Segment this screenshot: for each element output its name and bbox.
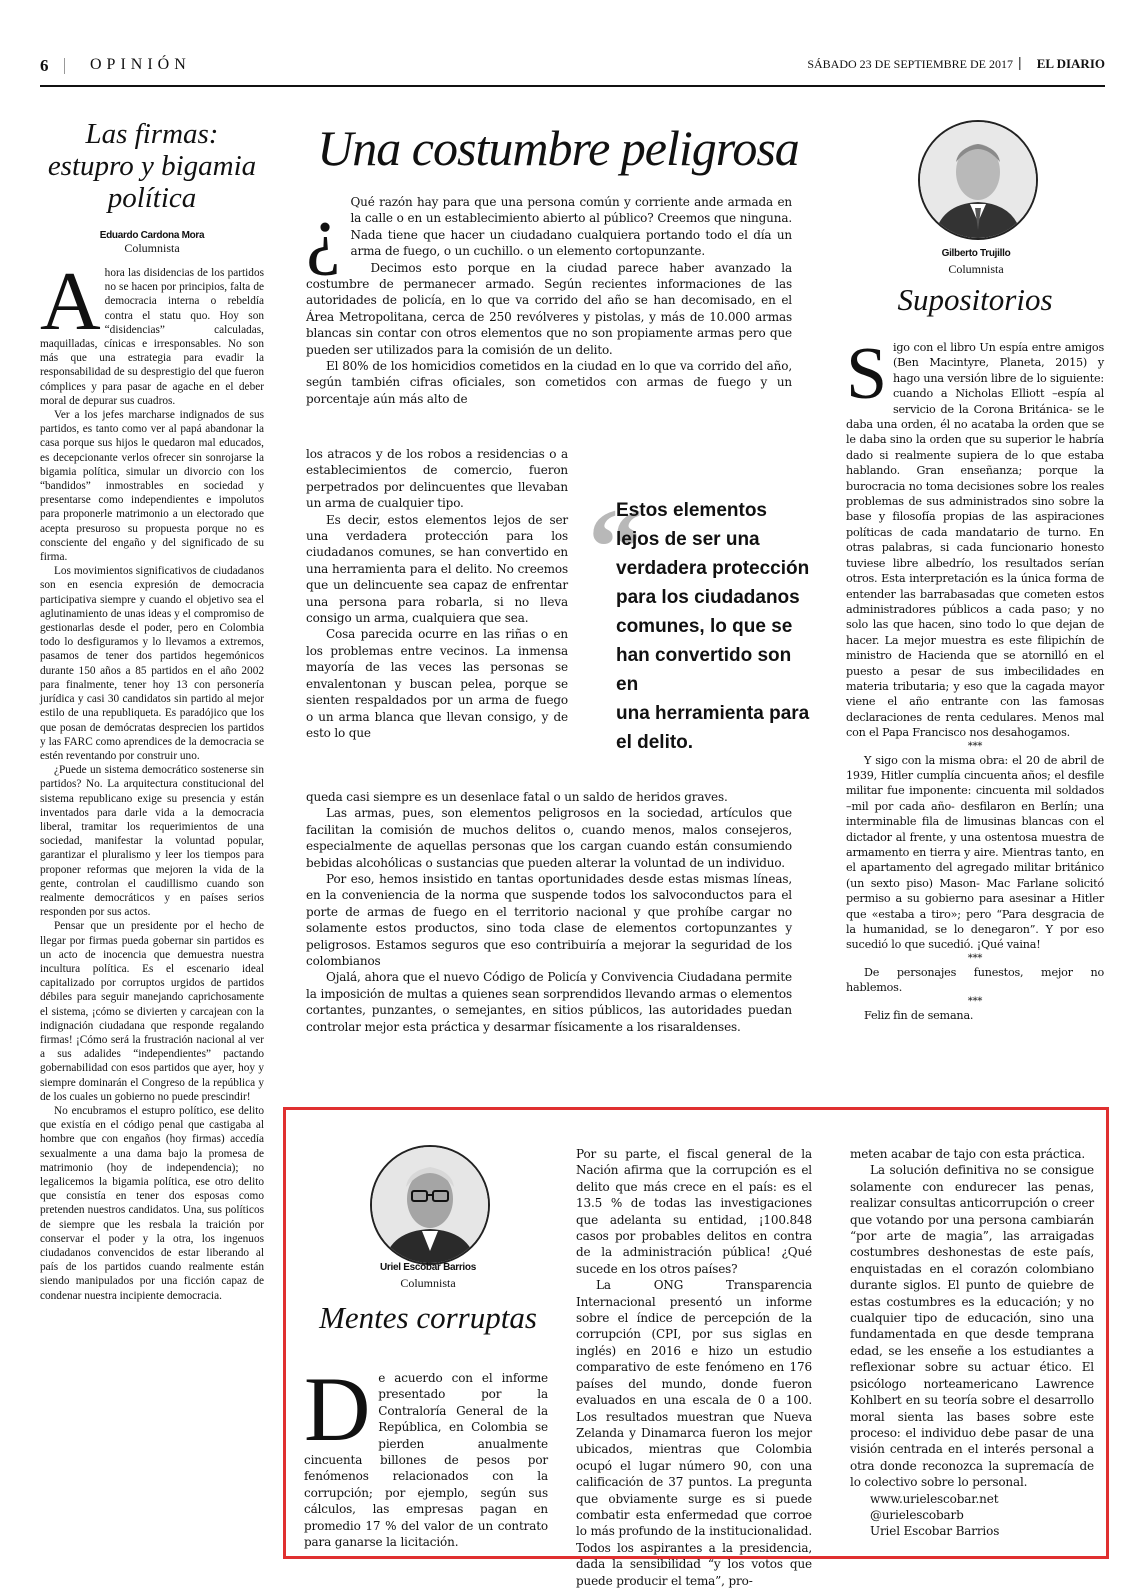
author-signature: Uriel Escobar Barrios xyxy=(870,1524,1000,1539)
drop-cap: S xyxy=(846,333,887,415)
newspaper-name: EL DIARIO xyxy=(1036,56,1105,71)
author-photo xyxy=(918,120,1038,240)
editorial-title: Una costumbre peligrosa xyxy=(317,120,799,176)
paragraph: Cosa parecida ocurre en las riñas o en los problemas entre vecinos. La inmensa mayoría de las veces las personas se envalentonan y buscan pelea, porque se sienten respaldados por un arma de fuego o un arma blanca que llevan consigo, y de esto lo que xyxy=(306,627,568,740)
header-rule xyxy=(40,85,1105,87)
author-name: Gilberto Trujillo xyxy=(941,248,1011,259)
paragraph: De personajes funestos, mejor no hablemos. xyxy=(846,965,1104,995)
author-role: Columnista xyxy=(124,241,180,255)
article-title: Las firmas: estupro y bigamia política xyxy=(47,118,257,214)
article-body xyxy=(40,255,264,1303)
box-column-2 xyxy=(576,1146,812,1589)
paragraph: Feliz fin de semana. xyxy=(864,1008,974,1022)
paragraph: Pensar que un presidente por el hecho de llegar por firmas pueda gobernar sin partidos es un acto de inocencia que demuestra nuestra incultura política. Es el escenario ideal capitalizado por corruptos urgidos de partidos débiles para seguir manejando caprichosamente el sistema, ¡cómo se divierten y carcajean con la indignación ciudadana que responde regalando firmas! ¡Cómo será la frustración nacional al ver a sus adalides “independientes” pactando gobernabilidad con esos partidos que ayer, hoy y siempre dominarán el Congreso de la república y de los cuales un gobierno no puede prescindir! xyxy=(40,920,264,1103)
paragraph: Sigo con el libro Un espía entre amigos (Ben Macintyre, Planeta, 2015) y hago una versión libre de lo siguiente: cuando a Nicholas Elliott –espía al servicio de la Corona Británica- se le daba una orden, él no acataba la orden que se le daba sino la orden que su superior le habría dado si realmente supiera de lo que estaba hablando. Gran enseñanza; porque la burocracia no toma decisiones sobre los reales problemas de sus administrados sino sobre la base y filosofía propias de las aspiraciones políticas de cada mandatario de turno. En otras palabras, si cada funcionario honesto tuviese libre albedrío, los resultados serían otros. Esta interpretación es la única forma de entender las barrabasadas que cometen estos administradores públicos a cada paso; y no solo las que hacen, sino todo lo que dejan de hacer. La mejor muestra es este filipichín de ministro de Hacienda que se atornilló en el puesto a pesar de sus imbecilidades en materia tributaria; y eso que la cagada mayor viene el año entrante con las famosas declaraciones de renta cedulares. Menos mal con el Papa Francisco nos desahogamos. xyxy=(846,333,1104,740)
paragraph: El 80% de los homicidios cometidos en la ciudad en lo que va corrido del año, según también cifras oficiales, son cometidos con armas de fuego y un porcentaje aún más alto de xyxy=(306,359,792,406)
paragraph: los atracos y de los robos a residencias o a establecimientos de comercio, fueron perpetrados por delincuentes que llevaban un arma de cualquier tipo. xyxy=(306,447,568,511)
column-body xyxy=(846,333,1104,1023)
column-title: Mentes corruptas xyxy=(319,1300,537,1335)
issue-date: SÁBADO 23 DE SEPTIEMBRE DE 2017 xyxy=(807,57,1013,71)
page-header xyxy=(40,48,1105,88)
paragraph: Ojalá, ahora que el nuevo Código de Policía y Convivencia Ciudadana permite la imposición de multas a quienes sean sorprendidos llevando armas o elementos cortantes, punzantes, o semejantes, en sitios públicos, las autoridades puedan controlar mejor esta práctica y desarmar físicamente a los risaraldenses. xyxy=(306,970,792,1034)
drop-cap: A xyxy=(40,255,101,348)
paragraph: ¿Puede un sistema democrático sostenerse sin partidos? No. La arquitectura constitucional del sistema republicano exige su presencia y están inventados para darle vida a la democracia liberal, tramitar los requerimientos de una sociedad, manifestar la voluntad popular, garantizar el pluralismo y leer los tiempos para proponer reformas que mejoren la vida de la gente, controlan el caudillismo cuando son realmente democráticos y en países serios responden por sus actos. xyxy=(40,764,264,919)
header-divider xyxy=(64,58,65,74)
paragraph: No encubramos el estupro político, ese delito que existía en el código penal que castigaba al hombre que con engaños (hoy firmas) accedía sexualmente a una dama bajo la promesa de matrimonio (hoy de independencia); no legalicemos la bigamia política, ese otro delito que consistía en tener dos esposas como pretenden nuestros candidatos. Una, sus políticos de siempre que les resbala la traición por conservar el poder y la otra, los ingenuos ciudadanos convencidos de estar liberando al país de los partidos cuando realmente están siendo manipulados por una ficción capaz de condenar nuestra incipiente democracia. xyxy=(40,1104,264,1302)
paragraph: Es decir, estos elementos lejos de ser una verdadera protección para los ciudadanos comunes, se han convertido en una herramienta para el delito. No creemos que un delincuente sea capaz de enfrentar una persona para robarla, si no lleva consigo un arma, cualquiera que sea. xyxy=(306,512,568,626)
quote-mark-icon: “ xyxy=(588,486,643,608)
paragraph: meten acabar de tajo con esta práctica. xyxy=(850,1147,1086,1161)
paragraph: ¿ Qué razón hay para que una persona común y corriente ande armada en la calle o en un establecimiento abierto al público? Creemos que ninguna. Nada tiene que hacer un ciudadano cualquiera portando todo el día un arma de fuego, o un cuchillo. o un elemento cortopunzante. xyxy=(306,189,792,276)
paragraph: La ONG Transparencia Internacional presentó un informe sobre el índice de percepción de la corrupción (CPI, por sus siglas en inglés) en 2016 e hizo un estudio comparativo de este fenómeno en 176 países del mundo, donde fueron evaluados en una escala de 0 a 100. Los resultados muestran que Nueva Zelanda y Dinamarca fueron los mejor ubicados, mientras que Colombia ocupó el lugar número 90, con una calificación de 37 puntos. La pregunta que obviamente surge es si puede combatir esta enfermedad que corroe lo más profundo de la institucionalidad. Todos los aspirantes a la presidencia, dada la sensibilidad “y los votos que puede producir el tema”, pro- xyxy=(576,1278,812,1588)
paragraph: Ahora las disidencias de los partidos no se hacen por principios, falta de democracia interna o rebeldía contra el statu quo. Hoy son “disidencias” calculadas, maquilladas, cínicas e irresponsables. No son más que una estrategia para evadir la responsabilidad de su desprestigio del que fueron cómplices y para pasar de agache en el deber moral de depurar sus cuadros. xyxy=(40,255,264,407)
editorial-body xyxy=(306,189,792,407)
editorial-body-narrow xyxy=(306,446,568,741)
header-separator: | xyxy=(1017,56,1022,71)
author-handle: @urielescobarb xyxy=(870,1507,964,1522)
pull-quote: Estos elementos lejos de ser una verdadera protección para los ciudadanos comunes, lo que se han convertido son en una herramienta para el delito. xyxy=(616,500,810,753)
author-photo xyxy=(370,1145,490,1265)
paragraph: Decimos esto porque en la ciudad parece haber avanzado la costumbre de permanecer armado. Según recientes informaciones de las autoridades de policía, en lo que va corrido del año se han decomisado, en el Área Metropolitana, cerca de 250 revólveres y pistolas, y más de 10.000 armas blancas sin contar con otros elementos que no son propiamente armas pero que pueden ser utilizados para la comisión de un delito. xyxy=(306,260,792,357)
drop-cap: D xyxy=(304,1358,371,1460)
separator-stars: *** xyxy=(967,740,983,752)
author-name: Eduardo Cardona Mora xyxy=(99,230,205,241)
paragraph: Por su parte, el fiscal general de la Nación afirma que la corrupción es el delito que más crece en el país: es el 13.5 % de todas las investigaciones que adelanta su entidad, ¡100.848 casos por probables delitos en contra de la administración pública! ¿Qué sucede en los otros países? xyxy=(576,1147,812,1276)
paragraph: Las armas, pues, son elementos peligrosos en la sociedad, artículos que facilitan la comisión de muchos delitos o, cuando menos, malos consejeros, especialmente de aquellas personas que los cargan cuando están consumiendo bebidas alcohólicas o sustancias que pueden alterar la voluntad de un individuo. xyxy=(306,806,792,870)
separator-stars: *** xyxy=(967,995,983,1007)
paragraph: La solución definitiva no se consigue solamente con endurecer las penas, realizar consultas anticorrupción o creer que votando por una persona cambiarán “por arte de magia”, las arraigadas costumbres deshonestas de este país, enquistadas en el corazón colombiano durante siglos. El punto de quiebre de estas costumbres es la educación; y no cualquier tipo de educación, sino una fundamentada en que desde temprana edad, se les enseñe a los estudiantes a reflexionar sobre su actuar ético. El psicólogo norteamericano Lawrence Kohlbert en su teoría sobre el desarrollo moral sienta las bases sobre este proceso: el individuo debe pasar de una visión centrada en el interés personal a otra donde reconozca la supremacía de lo colectivo sobre lo personal. xyxy=(850,1163,1094,1490)
editorial-body-lower xyxy=(306,789,792,1035)
box-column-1 xyxy=(304,1358,548,1550)
author-role: Columnista xyxy=(400,1276,456,1290)
author-name: Uriel Escobar Barrios xyxy=(380,1262,476,1273)
portrait-icon xyxy=(372,1147,488,1263)
paragraph: Y sigo con la misma obra: el 20 de abril de 1939, Hitler cumplía cincuenta años; el desfile militar fue imponente: cincuenta mil soldados –mil por cada año- desfilaron en Berlín; una interminable fila de limusinas blancas con el dictador al frente, y una ostentosa muestra de armamento en tierra y aire. Mientras tanto, en el apartamento del agregado militar británico (un sexto piso) Mason- Mac Farlane solicitó permiso a su gobierno para asesinar a Hitler que «estaba a tiro»; pero “Para desgracia de la humanidad, se lo denegaron”. Y por eso sucedió lo que sucedió. ¡Qué vaina! xyxy=(846,753,1104,952)
paragraph: Los movimientos significativos de ciudadanos son en esencia expresión de democracia participativa siempre y cuando el objetivo sea el aglutinamiento de unas ideas y el compromiso de gestionarlas desde el poder, pero en Colombia todo lo desfiguramos y lo llevamos a extremos, pasamos de tener dos partidos hegemónicos durante 150 años a 85 partidos en el año 2002 para finalmente, tener hoy 13 con personería jurídica y casi 30 candidatos sin partido al mejor estilo de una republiqueta. Es paradójico que los que posan de demócratas desprecien los partidos y las FARC como aprendices de la democracia se estén reventando por construir uno. xyxy=(40,565,264,762)
box-column-3 xyxy=(850,1146,1094,1540)
column-title: Supositorios xyxy=(897,282,1053,317)
page-number: 6 xyxy=(40,56,49,75)
paragraph: Por eso, hemos insistido en tantas oportunidades desde estas mismas líneas, en la conveniencia de la norma que suspende todos los salvoconductos para el porte de armas de fuego en el territorio nacional y que prohíbe cargar no solamente estos productos, sino toda clase de elementos cortopunzantes y peligrosos. Estamos seguros que eso contribuiría a mejorar la seguridad de los colombianos xyxy=(306,872,792,969)
paragraph: queda casi siempre es un desenlace fatal o un saldo de heridos graves. xyxy=(306,790,728,804)
section-name: OPINIÓN xyxy=(90,56,191,73)
paragraph: De acuerdo con el informe presentado por la Contraloría General de la República, en Colombia se pierden anualmente cincuenta billones de pesos por fenómenos relacionados con la corrupción; por ejemplo, según sus cálculos, las empresas pagan en promedio 17 % del valor de un contrato para ganarse la licitación. xyxy=(304,1358,548,1550)
author-website: www.urielescobar.net xyxy=(870,1491,999,1506)
paragraph: Ver a los jefes marcharse indignados de sus partidos, es tanto como ver al papá abandonar la casa porque sus hijos le quedaron mal educados, es decepcionante verlos ofrecer sin sonrojarse la bigamia política, simular un divorcio con los “bandidos” inmostrables en sociedad y presentarse como independientes e impolutos para proponerle matrimonio a un electorado que acepta presuroso su propuesta porque no es consciente del engaño y del significado de su firma. xyxy=(40,409,264,564)
drop-cap: ¿ xyxy=(306,189,341,276)
column-firmas xyxy=(40,118,264,1303)
author-role: Columnista xyxy=(948,262,1004,276)
portrait-icon xyxy=(920,122,1036,238)
separator-stars: *** xyxy=(967,952,983,964)
